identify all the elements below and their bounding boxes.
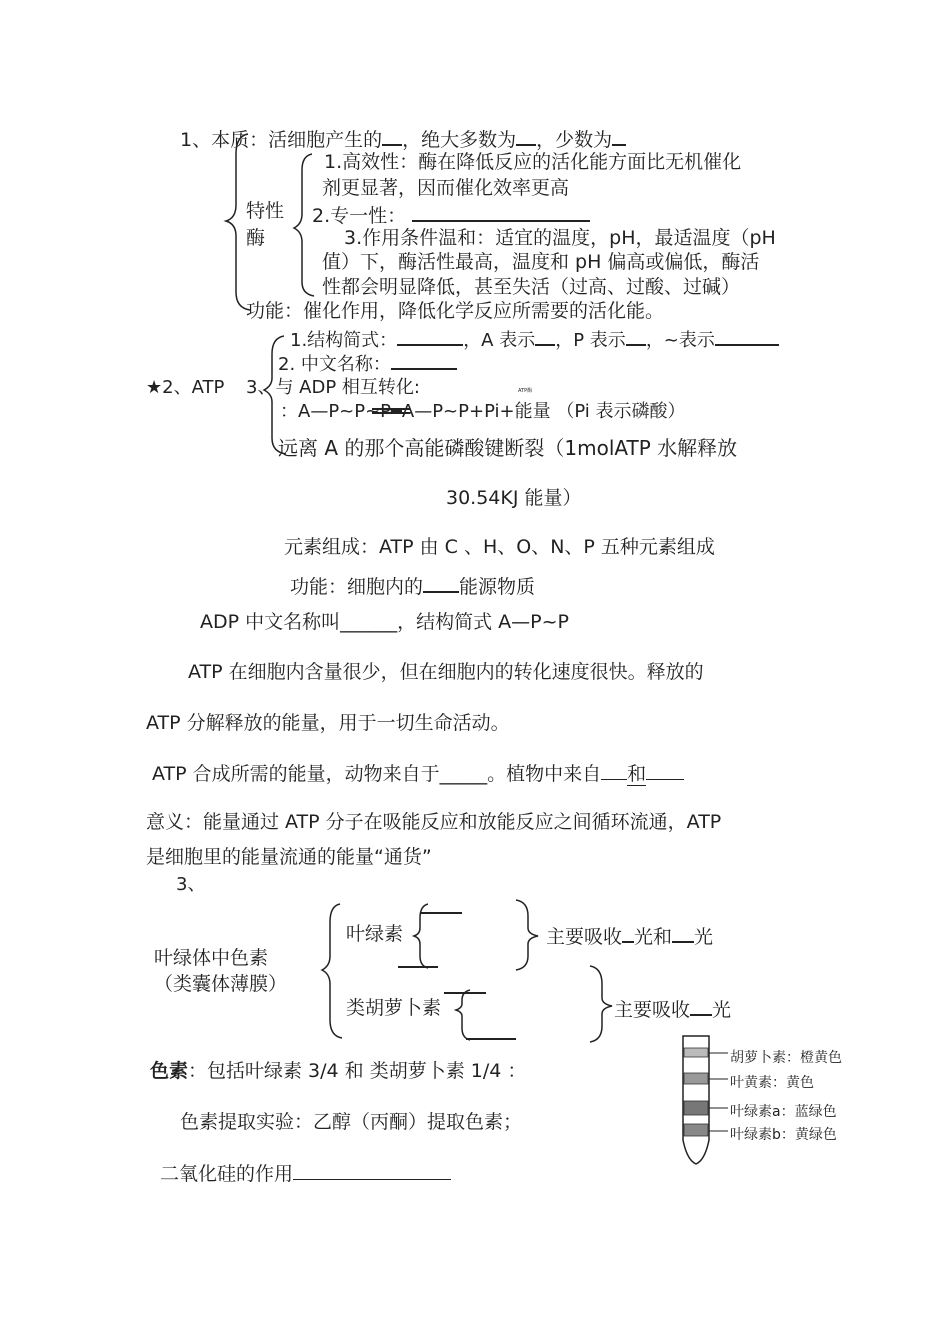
atp-function-prefix: 功能：细胞内的 — [290, 576, 424, 598]
struct-prefix: 1.结构简式： — [290, 330, 398, 351]
atp-meaning-1: 意义：能量通过 ATP 分子在吸能反应和放能反应之间循环流通，ATP — [146, 811, 722, 833]
nature-prefix: 1、本质：活细胞产生的 — [180, 129, 383, 151]
atp-bond-break-1: 远离 A 的那个高能磷酸键断裂（1molATP 水解释放 — [278, 436, 738, 460]
label-tex: 特性 — [246, 200, 285, 222]
atp-brace — [264, 336, 286, 454]
synth-prefix: ATP 合成所需的能量，动物来自于_____。植物中来自 — [152, 763, 602, 785]
pigment-summary-rest: ：包括叶绿素 3/4 和 类胡萝卜素 1/4 ： — [188, 1060, 527, 1082]
car-absorb-2: 光 — [712, 999, 732, 1021]
atp-function-suffix: 能源物质 — [459, 576, 536, 598]
pigment-extraction: 色素提取实验：乙醇（丙酮）提取色素； — [180, 1111, 523, 1133]
high-efficiency-line-2: 剂更显著，因而催化效率更高 — [322, 177, 570, 199]
chl-absorb-3: 光 — [694, 926, 714, 948]
atp-heading: ★2、ATP — [146, 377, 225, 398]
tube-label-chlorophyll-a: 叶绿素a：蓝绿色 — [730, 1104, 837, 1120]
enzyme-traits-brace — [294, 154, 314, 296]
nature-mid1: ，绝大多数为 — [402, 129, 517, 151]
atp-content-2: ATP 分解释放的能量，用于一切生命活动。 — [146, 712, 510, 734]
chlorophyll-right-brace — [516, 900, 538, 970]
mild-line-1: 3.作用条件温和：适宜的温度，pH，最适温度（pH — [344, 227, 776, 249]
band-chlorophyll-b — [684, 1124, 708, 1136]
carotenoid-right-brace — [590, 966, 612, 1042]
pigment-title-2: （类囊体薄膜） — [154, 973, 288, 995]
atp-elements: 元素组成：ATP 由 C 、H、O、N、P 五种元素组成 — [284, 536, 715, 558]
atp-convert: 3、与 ADP 相互转化: — [246, 377, 420, 398]
nature-mid2: ，少数为 — [536, 129, 613, 151]
tube-label-carotene: 胡萝卜素：橙黄色 — [730, 1050, 842, 1066]
tube-label-xanthophyll: 叶黄素：黄色 — [730, 1075, 814, 1091]
chlorophyll-label: 叶绿素 — [346, 923, 404, 945]
band-carotene — [684, 1048, 708, 1057]
pigment-summary-bold: 色素 — [150, 1060, 189, 1082]
carotenoid-sub-brace — [456, 990, 470, 1040]
mild-line-3: 性都会明显降低，甚至失活（过高、过酸、过碱） — [322, 276, 741, 298]
silica-label: 二氧化硅的作用 — [160, 1163, 294, 1185]
enzyme-function: 功能：催化作用，降低化学反应所需要的活化能。 — [246, 300, 665, 322]
adp-line: ADP 中文名称叫______，结构简式 A—P~P — [200, 611, 569, 633]
atp-enzyme-tiny: ATP酶 — [518, 388, 533, 394]
band-chlorophyll-a — [684, 1101, 708, 1115]
carotenoid-label: 类胡萝卜素 — [346, 997, 442, 1019]
tube-label-chlorophyll-b: 叶绿素b：黄绿色 — [730, 1127, 837, 1143]
cname-label: 2. 中文名称： — [278, 354, 391, 375]
enzyme-outer-brace — [226, 134, 250, 310]
mild-line-2: 值）下，酶活性最高，温度和 pH 偏高或偏低，酶活 — [322, 251, 760, 273]
struct-a: ，A 表示 — [463, 330, 536, 351]
band-xanthophyll — [684, 1073, 708, 1084]
label-mei: 酶 — [246, 227, 266, 249]
chl-absorb-1: 主要吸收 — [546, 926, 623, 948]
atp-bond-break-2: 30.54KJ 能量） — [446, 487, 582, 509]
struct-tilde: ，~表示 — [645, 330, 715, 351]
atp-equation: ：A—P~P~P━A—P~P+Pi+能量 （Pi 表示磷酸） — [280, 401, 686, 422]
chl-absorb-2: 光和 — [634, 926, 673, 948]
atp-conversion-arrow — [372, 409, 410, 413]
synth-and: 和 — [627, 763, 647, 785]
struct-p: ，P 表示 — [555, 330, 626, 351]
atp-content-1: ATP 在细胞内含量很少，但在细胞内的转化速度很快。释放的 — [188, 661, 704, 683]
car-absorb-1: 主要吸收 — [614, 999, 691, 1021]
chromatography-tube — [683, 1036, 728, 1164]
pigment-section-number: 3、 — [176, 874, 206, 895]
atp-meaning-2: 是细胞里的能量流通的能量“通货” — [146, 846, 432, 868]
specificity-label: 2.专一性： — [312, 205, 407, 227]
pigment-title-1: 叶绿体中色素 — [154, 947, 269, 969]
high-efficiency-line-1: 1.高效性：酶在降低反应的活化能方面比无机催化 — [324, 151, 742, 173]
pigment-outer-brace — [322, 904, 342, 1038]
